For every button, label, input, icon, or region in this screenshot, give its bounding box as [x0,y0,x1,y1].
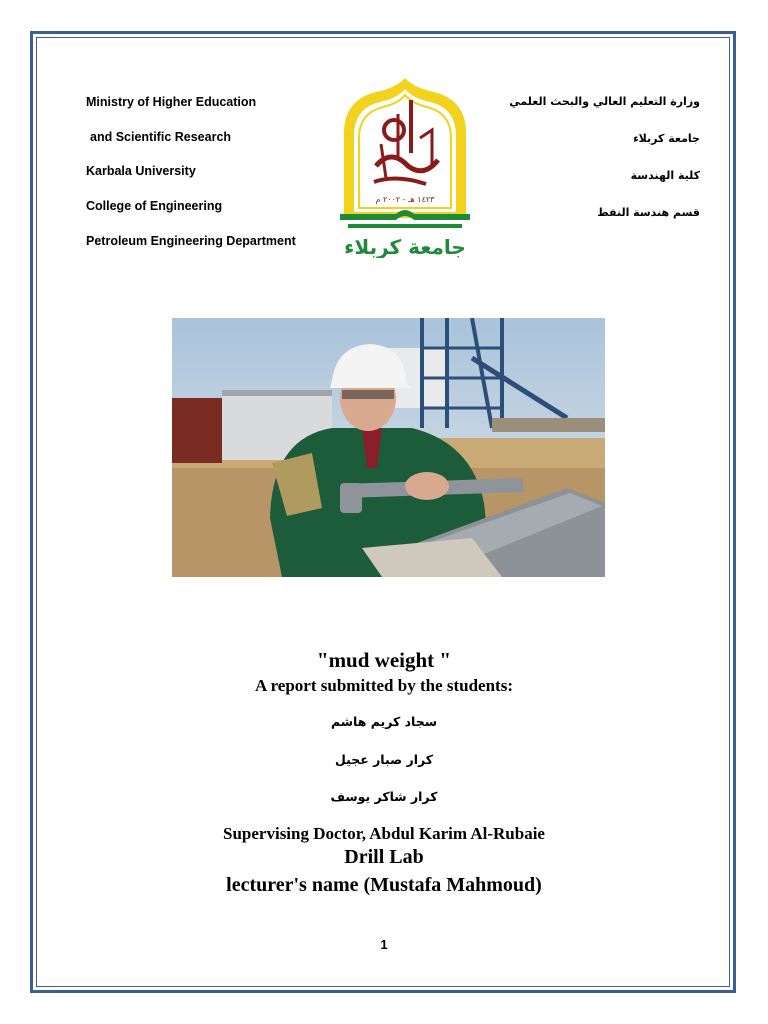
college-line-ar: كلية الهندسة [630,169,700,182]
header-left-block [86,93,296,266]
student-name: كرار شاكر يوسف [330,789,438,804]
report-subtitle: A report submitted by the students: [254,676,513,695]
report-title: "mud weight " [316,648,452,672]
supervisor-line: Supervising Doctor, Abdul Karim Al-Rubaie [223,824,545,843]
header-right-block [509,93,700,241]
karbala-university-logo [336,78,474,258]
lab-name: Drill Lab [344,846,424,868]
logo-year-text: ١٤٢٣ هـ - ٢٠٠٢ م [375,195,435,204]
college-line: College of Engineering [86,199,223,214]
department-line-ar: قسم هندسة النفط [597,206,700,219]
university-line: Karbala University [86,164,196,179]
logo-name-text: جامعة كربلاء [344,235,466,258]
ministry-line-ar: وزارة التعليم العالي والبحث العلمي [509,95,700,108]
lecturer-line: lecturer's name (Mustafa Mahmoud) [226,874,542,896]
ministry-line: Ministry of Higher Education [86,95,257,109]
research-line: and Scientific Research [90,129,232,144]
department-line: Petroleum Engineering Department [86,233,296,248]
student-name: سجاد كريم هاشم [330,714,438,729]
page-number: 1 [380,937,388,952]
petroleum-engineer-photo [172,318,605,577]
student-name: كرار صبار عجيل [334,752,434,767]
university-line-ar: جامعة كربلاء [633,132,700,145]
